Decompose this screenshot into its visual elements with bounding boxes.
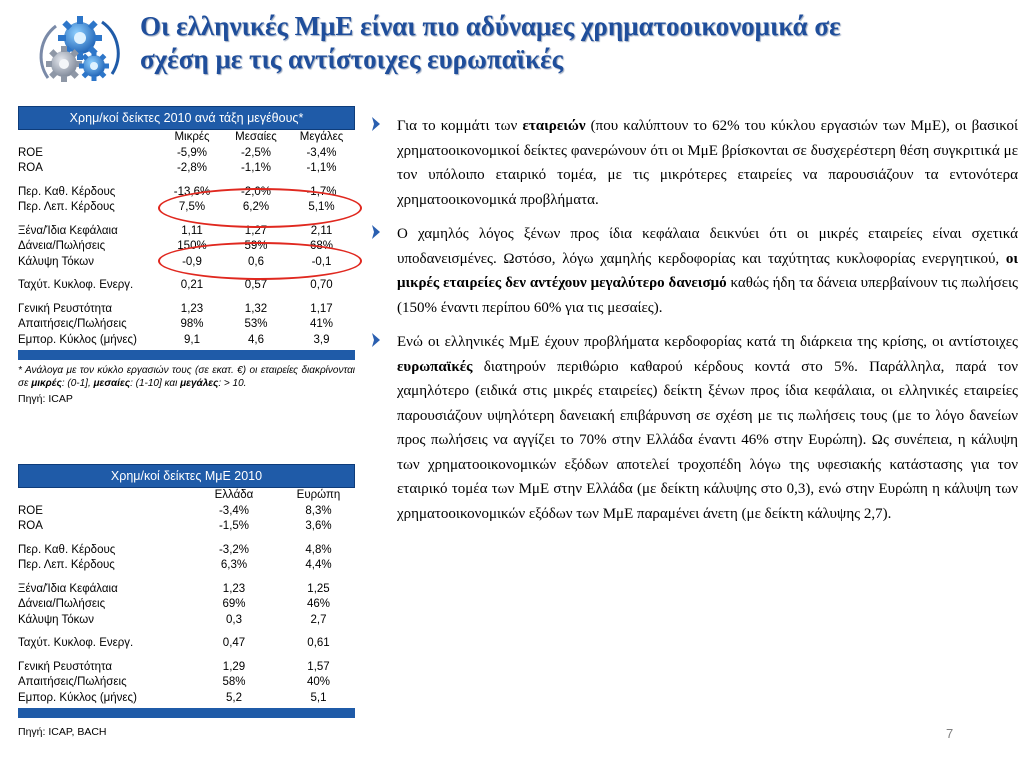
row-label: ROA xyxy=(18,520,43,532)
cell-value: 1,32 xyxy=(244,302,268,315)
row-label: Εμπορ. Κύκλος (μήνες) xyxy=(18,691,137,704)
row-label: Δάνεια/Πωλήσεις xyxy=(18,240,106,252)
cell-value: 4,6 xyxy=(248,333,264,346)
row-label: Περ. Λεπ. Κέρδους xyxy=(18,559,115,571)
cell-value: 1,27 xyxy=(244,224,268,237)
table-row xyxy=(18,558,355,574)
row-spacer xyxy=(18,574,355,582)
row-label: Εμπορ. Κύκλος (μήνες) xyxy=(18,333,137,346)
cell-value: 69% xyxy=(222,598,246,610)
arrow-bullet-icon xyxy=(372,225,380,239)
cell-value: 3,6% xyxy=(305,520,332,532)
table-row xyxy=(18,161,355,177)
row-label: Γενική Ρευστότητα xyxy=(18,302,113,315)
row-label: Περ. Λεπ. Κέρδους xyxy=(18,201,115,213)
bullet-item: Ενώ οι ελληνικές ΜμΕ έχουν προβλήματα κερδοφορίας κατά τη διάρκεια της κρίσης, οι αντίστοιχες ευρωπαϊκές διατηρούν περιθώριο καθαρού κέρδους κοντά στο 5%. Παράλληλα, παρά τον χαμηλότερο (ειδικά στις μικρές εταιρείες) δείκτη ξένων προς ίδια κεφάλαια, οι ελληνικές εταιρείες παρουσιάζουν υψηλότερη δανειακή επιβάρυνση σε σχέση με τις πωλήσεις τους (με το λόγο δανείων προς πωλήσεις να αγγίζει το 70% στην Ελλάδα έναντι 46% στην Ευρώπη). Ως συνέπεια, η κάλυψη των χρηματοοικονομικών εξόδων αποτελεί τροχοπέδη λόγω της υφεσιακής κατάστασης για τον εταιρικό τομέα των ΜμΕ στην Ελλάδα (με δείκτη κάλυψης στο 0,3), ενώ στην Ευρώπη η κάλυψη των χρηματοοικονομικών εξόδων των ΜμΕ παραμένει άνετη (με δείκτη κάλυψης 2,7). xyxy=(370,330,1018,526)
cell-value: -0,9 xyxy=(182,255,202,268)
arrow-bullet-icon xyxy=(372,333,380,347)
table-header-row xyxy=(18,488,355,504)
cell-value: 6,3% xyxy=(220,559,248,571)
column-header: Ευρώπη xyxy=(296,489,341,501)
row-spacer xyxy=(18,628,355,636)
cell-value: 5,1% xyxy=(308,201,335,213)
row-label: Γενική Ρευστότητα xyxy=(18,660,113,673)
cell-value: -0,1 xyxy=(311,255,332,268)
table-row xyxy=(18,504,355,520)
bullet-item: Για το κομμάτι των εταιρειών (που καλύπτουν το 62% του κύκλου εργασιών των ΜμΕ), οι βασικοί χρηματοοικονομικοί δείκτες φανερώνουν ότι οι ΜμΕ βρίσκονται σε δυσχερέστερη θέση συγκριτικά με τον υπόλοιπο εταιρικό τομέα, με τις μικρότερες εταιρείες να παρουσιάζουν τα εντονότερα χρηματοοικονομικά προβλήματα. xyxy=(370,114,1018,212)
cell-value: 2,7 xyxy=(310,613,327,626)
cell-value: -3,4% xyxy=(306,146,337,159)
cell-value: -3,2% xyxy=(218,543,250,556)
row-label: Κάλυψη Τόκων xyxy=(18,613,95,626)
table1-source: Πηγή: ICAP xyxy=(18,393,73,405)
cell-value: 2,11 xyxy=(310,224,333,237)
cell-value: 0,57 xyxy=(244,279,268,291)
cell-value: 150% xyxy=(177,240,207,252)
size-class-ratios-table xyxy=(18,130,355,348)
column-header: Μεγάλες xyxy=(299,131,344,143)
row-label: Ταχύτ. Κυκλοφ. Ενεργ. xyxy=(18,637,134,649)
cell-value: 58% xyxy=(222,676,246,688)
cell-value: 40% xyxy=(306,676,331,688)
slide-title xyxy=(140,10,1010,76)
table-row xyxy=(18,317,355,333)
table-row xyxy=(18,302,355,318)
row-spacer xyxy=(18,652,355,660)
cell-value: 68% xyxy=(309,240,334,252)
row-label: Απαιτήσεις/Πωλήσεις xyxy=(18,676,127,688)
cell-value: -1,1% xyxy=(306,162,337,174)
cell-value: 5,2 xyxy=(226,691,242,704)
cell-value: -13,6% xyxy=(173,185,211,198)
bullet-item: Ο χαμηλός λόγος ξένων προς ίδια κεφάλαια δεικνύει ότι οι μικρές εταιρείες είναι σχετικά υποδανεισμένες. Ωστόσο, λόγω χαμηλής κερδοφορίας και ταχύτητας κυκλοφορίας ενεργητικού, οι μικρές εταιρείες δεν αντέχουν μεγαλύτερο δανεισμό καθώς ήδη τα δάνεια υπερβαίνουν τις πωλήσεις (150% έναντι περίπου 60% για τις μεσαίες). xyxy=(370,222,1018,320)
page-number: 7 xyxy=(946,726,954,741)
cell-value: 5,1 xyxy=(310,691,327,704)
row-spacer xyxy=(18,294,355,302)
commentary-bullets xyxy=(370,114,1018,536)
cell-value: 59% xyxy=(244,240,268,252)
row-label: Δάνεια/Πωλήσεις xyxy=(18,598,106,610)
greece-europe-ratios-panel xyxy=(18,464,355,738)
table-row xyxy=(18,543,355,559)
cell-value: 4,4% xyxy=(305,559,332,571)
column-header: Ελλάδα xyxy=(214,489,254,501)
cell-value: 1,29 xyxy=(222,660,246,673)
table-header-row xyxy=(18,130,355,146)
cell-value: 0,6 xyxy=(248,255,264,268)
table-row xyxy=(18,597,355,613)
row-label: Περ. Καθ. Κέρδους xyxy=(18,543,116,556)
cell-value: 0,21 xyxy=(180,279,204,291)
cell-value: -5,9% xyxy=(176,146,208,159)
table-row xyxy=(18,582,355,598)
cell-value: 98% xyxy=(180,318,204,330)
table-row xyxy=(18,613,355,629)
highlight-ring-loans-sales xyxy=(158,242,362,280)
table2-footer-bar xyxy=(18,708,355,718)
cell-value: 1,25 xyxy=(307,582,330,595)
cell-value: 7,5% xyxy=(178,201,206,213)
cell-value: 1,57 xyxy=(307,660,330,673)
table1-footer-bar xyxy=(18,350,355,360)
cell-value: 1,23 xyxy=(180,302,204,315)
table1-header: Χρημ/κοί δείκτες 2010 ανά τάξη μεγέθους* xyxy=(18,106,355,130)
cell-value: 0,61 xyxy=(307,637,330,649)
cell-value: 1,17 xyxy=(310,302,333,315)
row-label: Ξένα/Ίδια Κεφάλαια xyxy=(18,582,118,595)
table-row xyxy=(18,519,355,535)
cell-value: -3,4% xyxy=(218,504,250,517)
row-spacer xyxy=(18,177,355,185)
table-row xyxy=(18,146,355,162)
row-spacer xyxy=(18,535,355,543)
row-label: Απαιτήσεις/Πωλήσεις xyxy=(18,318,127,330)
arrow-bullet-icon xyxy=(372,117,380,131)
row-label: ROA xyxy=(18,162,43,174)
row-label: Ταχύτ. Κυκλοφ. Ενεργ. xyxy=(18,279,134,291)
cell-value: -1,1% xyxy=(240,162,272,174)
cell-value: 0,70 xyxy=(310,279,333,291)
cell-value: -1,7% xyxy=(306,185,337,198)
table-row xyxy=(18,660,355,676)
cell-value: -2,0% xyxy=(240,185,272,198)
row-label: Περ. Καθ. Κέρδους xyxy=(18,185,116,198)
cell-value: 0,47 xyxy=(222,637,246,649)
column-header: Μικρές xyxy=(174,131,210,143)
row-label: ROE xyxy=(18,504,43,517)
row-label: Κάλυψη Τόκων xyxy=(18,255,95,268)
column-header: Μεσαίες xyxy=(235,131,277,143)
table-row xyxy=(18,636,355,652)
table-row xyxy=(18,691,355,707)
cell-value: 1,11 xyxy=(181,224,203,237)
table-row xyxy=(18,333,355,349)
row-label: ROE xyxy=(18,146,43,159)
slide-title-line1: Οι ελληνικές ΜμΕ είναι πιο αδύναμες χρηματοοικονομικά σε xyxy=(140,11,841,41)
row-label: Ξένα/Ίδια Κεφάλαια xyxy=(18,224,118,237)
table-row xyxy=(18,675,355,691)
cell-value: 8,3% xyxy=(305,504,332,517)
cell-value: 53% xyxy=(244,318,268,330)
slide-title-line2: σχέση με τις αντίστοιχες ευρωπαϊκές xyxy=(140,44,563,74)
table-row xyxy=(18,278,355,294)
cell-value: 0,3 xyxy=(226,613,242,626)
cell-value: -2,5% xyxy=(240,146,272,159)
cell-value: 46% xyxy=(306,598,331,610)
highlight-ring-net-margin xyxy=(158,188,362,228)
cell-value: 6,2% xyxy=(242,201,270,213)
cell-value: -1,5% xyxy=(218,520,250,532)
greece-europe-ratios-table xyxy=(18,488,355,706)
cell-value: -2,8% xyxy=(176,162,208,174)
cell-value: 1,23 xyxy=(222,582,246,595)
cell-value: 3,9 xyxy=(313,333,330,346)
size-class-footnote: * Ανάλογα με τον κύκλο εργασιών τους (σε εκατ. €) οι εταιρείες διακρίνονται σε μικρές: (0-1], μεσαίες: (1-10] και μεγάλες: > 10. xyxy=(18,365,355,389)
gears-logo-icon xyxy=(28,8,128,94)
cell-value: 4,8% xyxy=(305,543,332,556)
cell-value: 41% xyxy=(309,318,334,330)
cell-value: 9,1 xyxy=(184,333,200,346)
table2-header: Χρημ/κοί δείκτες ΜμΕ 2010 xyxy=(18,464,355,488)
table2-source: Πηγή: ICAP, BACH xyxy=(18,726,107,738)
